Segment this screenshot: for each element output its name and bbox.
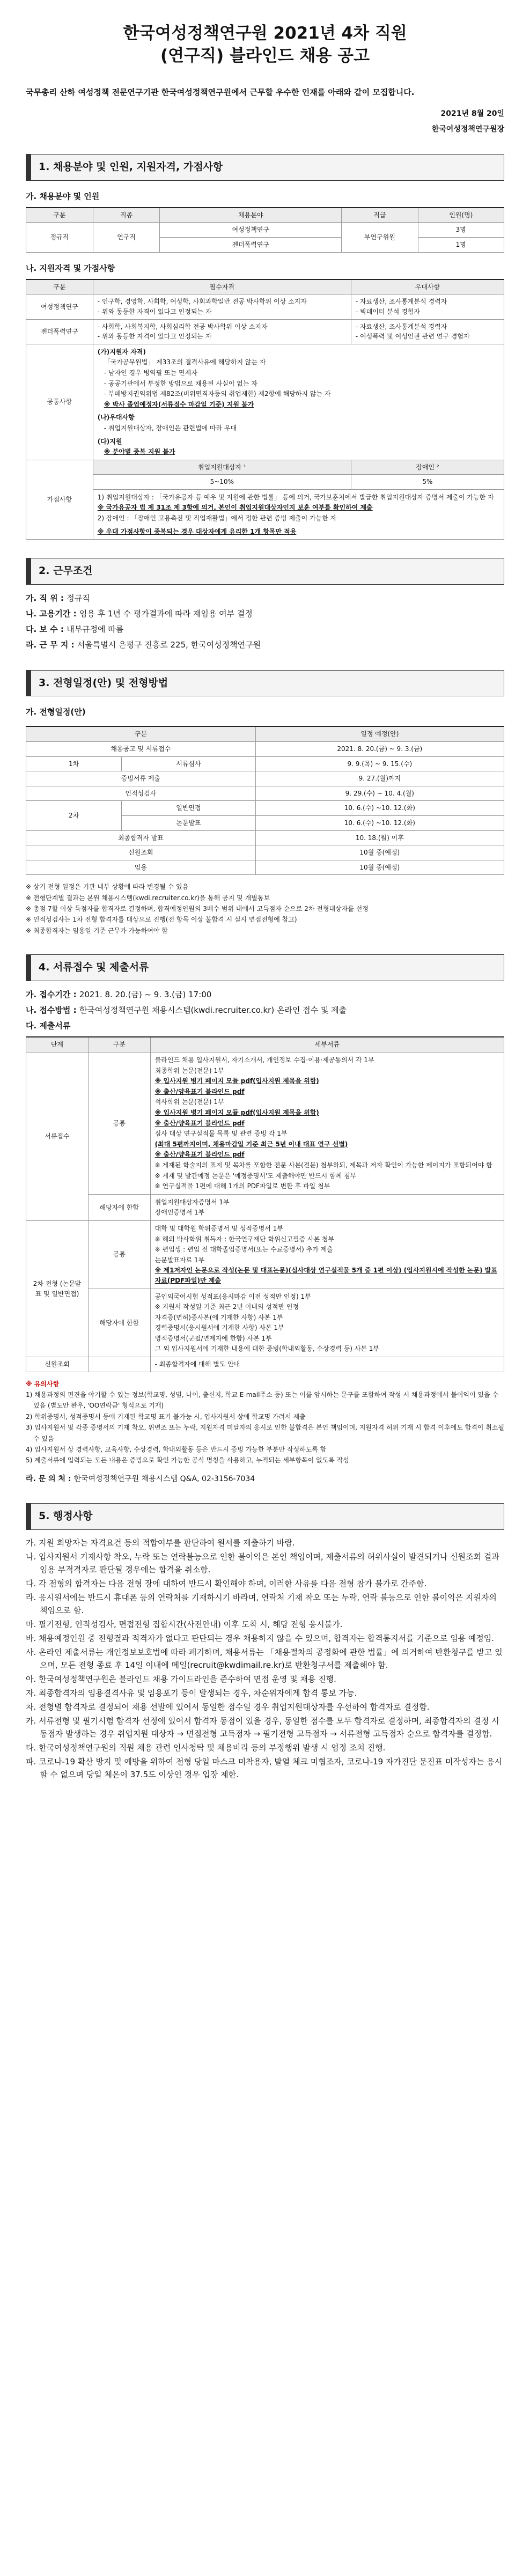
t1-field: 여성정책연구 bbox=[160, 223, 342, 238]
bonus-note: 2) 장애인 : 「장애인 고용촉진 및 직업재활법」에서 정한 관련 증빙 제출이 가능한 자 bbox=[97, 514, 337, 522]
docs-detail bbox=[150, 1220, 504, 1289]
schedule-stage: 채용공고 및 서류접수 bbox=[26, 741, 256, 756]
t1-header: 채용분야 bbox=[160, 208, 342, 223]
t2-row-label: 여성정책연구 bbox=[26, 295, 93, 319]
condition-key: 나. 고용기간 : bbox=[26, 608, 77, 619]
schedule-step: 일반면접 bbox=[122, 801, 255, 816]
doc-line: 최종학위 논문(전문) 1부 bbox=[154, 1066, 224, 1074]
doc-line: ※ 해외 박사학위 취득자 : 한국연구재단 학위신고필증 사본 첨부 bbox=[154, 1235, 335, 1243]
period-key: 가. 접수기간 : bbox=[26, 989, 77, 999]
docs-header: 구분 bbox=[88, 1037, 150, 1052]
schedule-header: 구분 bbox=[26, 726, 256, 741]
t1-grade: 부연구위원 bbox=[342, 223, 418, 252]
intro-text: 국무총리 산하 여성정책 전문연구기관 한국여성정책연구원에서 근무할 우수한 인재를 아래와 같이 모집합니다. bbox=[26, 87, 415, 97]
contact-value: 한국여성정책연구원 채용시스템 Q&A, 02-3156-7034 bbox=[73, 1474, 255, 1483]
section-2-heading: 2. 근무조건 bbox=[26, 558, 504, 584]
docs-detail: - 최종합격자에 대해 별도 안내 bbox=[150, 1357, 504, 1372]
doc-line: ※ 편입생 : 편입 전 대학졸업증명서(또는 수료증명서) 추가 제출 bbox=[154, 1246, 333, 1254]
doc-line: (최대 5편까지이며, 채용마감일 기준 최근 5년 이내 대표 연구 선별) bbox=[154, 1140, 348, 1148]
s3-sub-ga: 가. 전형일정(안) bbox=[26, 707, 86, 717]
condition-value: 내부규정에 따름 bbox=[67, 624, 124, 635]
pref-line: - 자료생산, 조사통계분석 경력자 bbox=[355, 298, 447, 306]
schedule-step: 증빙서류 제출 bbox=[26, 771, 256, 786]
contact-info bbox=[26, 1474, 504, 1485]
section-3-heading: 3. 전형일정(안) 및 전형방법 bbox=[26, 670, 504, 696]
docs-detail bbox=[150, 1289, 504, 1357]
document-note: 4) 입사지원서 상 경력사항, 교육사항, 수상경력, 학내외활동 등은 반드시 증빙 가능한 부분만 작성하도록 함 bbox=[26, 1446, 327, 1454]
admin-item: 라. 응시원서에는 반드시 휴대폰 등의 연락처를 기재하시기 바라며, 연락처 기재 착오 또는 누락, 연락 불능으로 인한 불이익은 지원자의 책임으로 함. bbox=[26, 1592, 497, 1615]
admin-item: 타. 한국여성정책연구원의 직원 채용 관련 인사청탁 및 채용비리 등의 부정행위 발생 시 엄정 조치 진행. bbox=[26, 1742, 386, 1753]
t1-header: 직종 bbox=[93, 208, 160, 223]
docs-type: 해당자에 한함 bbox=[88, 1289, 150, 1357]
contact-key: 라. 문 의 처 : bbox=[26, 1474, 71, 1483]
doc-line: 그 외 입사지원서에 기재한 내용에 대한 증빙(학내외활동, 수상경력 등) 사본 1부 bbox=[154, 1345, 379, 1353]
bonus-notes bbox=[93, 489, 504, 539]
t2-row-label: 젠더폭력연구 bbox=[26, 319, 93, 344]
schedule-step: 서류심사 bbox=[122, 756, 255, 771]
section-1-heading: 1. 채용분야 및 인원, 지원자격, 가점사항 bbox=[26, 154, 504, 180]
condition-item bbox=[26, 623, 504, 636]
schedule-note: ※ 전형단계별 결과는 본원 채용시스템(kwdi.recruiter.co.kr)을 통해 공지 및 개별통보 bbox=[26, 894, 270, 902]
condition-item bbox=[26, 608, 504, 620]
document-note: 5) 제출서류에 입력되는 모든 내용은 증빙으로 확인 가능한 공식 명칭을 사용하고, 누적되는 세부항목이 없도록 작성 bbox=[26, 1456, 349, 1464]
doc-line: 석사학위 논문(전문) 1부 bbox=[154, 1098, 224, 1106]
docs-detail bbox=[150, 1053, 504, 1195]
doc-line: 병적증명서(군필/면제자에 한함) 사본 1부 bbox=[154, 1334, 272, 1342]
condition-value: 서울특별시 은평구 진흥로 225, 한국여성정책연구원 bbox=[77, 640, 261, 650]
admin-item: 차. 전형별 합격자로 결정되어 채용 선발에 있어서 동일한 점수일 경우 취업지원대상자를 우선하여 합격자로 결정함. bbox=[26, 1702, 430, 1712]
recruitment-table bbox=[26, 207, 504, 253]
schedule-date: 10. 6.(수) ~10. 12.(화) bbox=[255, 815, 504, 830]
period-value: 2021. 8. 20.(금) ~ 9. 3.(금) 17:00 bbox=[79, 989, 212, 999]
doc-line: ※ 입사지원 병기 페이지 모듈 pdf(입사지원 제목을 위함) bbox=[154, 1109, 319, 1117]
common-line: - 공공기관에서 부정한 방법으로 채용된 사실이 없는 자 bbox=[104, 379, 257, 387]
doc-line: ※ 출산/양육표기 블라인드 pdf bbox=[154, 1151, 245, 1159]
document-note: 3) 입사지원서 및 각종 증명서의 기재 착오, 위변조 또는 누락, 지원자격 미달자의 응시로 인한 불합격은 본인 책임이며, 지원자격 허위 기재 시 합격 이후에도 합격이 취소될 수 있음 bbox=[26, 1424, 504, 1442]
application-method bbox=[26, 1004, 504, 1017]
pref-line: - 자료생산, 조사통계분석 경력자 bbox=[355, 322, 447, 330]
doc-line: 경력증명서(응시원서에 기재한 사항) 사본 1부 bbox=[154, 1324, 284, 1332]
t2-req bbox=[93, 295, 351, 319]
t2-pref bbox=[351, 295, 504, 319]
docs-stage: 신원조회 bbox=[26, 1357, 89, 1372]
condition-item bbox=[26, 592, 504, 605]
t1-group: 정규직 bbox=[26, 223, 93, 252]
condition-value: 임용 후 1년 수 평가결과에 따라 재임용 여부 결정 bbox=[79, 608, 253, 619]
documents-table bbox=[26, 1036, 504, 1372]
common-line: - 취업지원대상자, 장애인은 관련법에 따라 우대 bbox=[104, 424, 237, 432]
qualification-table bbox=[26, 279, 504, 540]
admin-item: 다. 각 전형의 합격자는 다음 전형 장에 대하여 반드시 확인해야 하며, 이러한 사유를 다음 전형 참가 불가로 간주함. bbox=[26, 1578, 427, 1588]
req-line: - 사회학, 사회복지학, 사회심리학 전공 박사학위 이상 소지자 bbox=[97, 322, 268, 330]
schedule-date: 9. 29.(수) ~ 10. 4.(월) bbox=[255, 786, 504, 801]
condition-key: 라. 근 무 지 : bbox=[26, 640, 75, 650]
req-line: - 위와 동등한 자격이 있다고 인정되는 자 bbox=[97, 307, 212, 315]
doc-line: 논문발표자료 1부 bbox=[154, 1256, 205, 1264]
method-key: 나. 접수방법 : bbox=[26, 1005, 77, 1015]
doc-line: ※ 게재된 학술지의 표지 및 목차를 포함한 전문 사본(전문) 첨부하되, 제목과 저자 확인이 가능한 페이지가 포함되어야 함 bbox=[154, 1161, 492, 1169]
condition-key: 다. 보 수 : bbox=[26, 624, 64, 635]
t2-common-label: 공통사항 bbox=[26, 344, 93, 460]
doc-line: 공인외국어시험 성적표(응시마감 이전 성적만 인정) 1부 bbox=[154, 1292, 311, 1300]
schedule-date: 10월 중(예정) bbox=[255, 845, 504, 860]
schedule-stage: 2차 bbox=[26, 801, 122, 830]
doc-line: 대학 및 대학원 학위증명서 및 성적증명서 1부 bbox=[154, 1224, 283, 1232]
document-notes bbox=[26, 1379, 504, 1466]
common-line: 「국가공무원법」 제33조의 결격사유에 해당하지 않는 자 bbox=[104, 358, 266, 366]
schedule-note: ※ 인적성검사는 1차 전형 합격자를 대상으로 진행(전 항목 이상 불합격 시 실시 면접전형에 참고) bbox=[26, 916, 297, 924]
docs-detail bbox=[150, 1194, 504, 1220]
document-note: 1) 채용과정의 편견을 야기할 수 있는 정보(학교명, 성별, 나이, 출신지, 학교 E-mail주소 등) 또는 이를 암시하는 문구를 포함하여 작성 시 채용과정에서 불이익이 있을 수 있음 (별도안 완우, 'OO연락금' 형식으로 기재) bbox=[26, 1391, 499, 1410]
admin-item: 아. 한국여성정책연구원은 블라인드 채용 가이드라인을 준수하여 면접 운영 및 채용 진행. bbox=[26, 1674, 336, 1684]
schedule-date: 2021. 8. 20.(금) ~ 9. 3.(금) bbox=[255, 741, 504, 756]
bonus-header: 취업지원대상자 ¹ bbox=[93, 460, 351, 475]
docs-stage: 서류접수 bbox=[26, 1053, 89, 1221]
working-conditions bbox=[26, 592, 504, 652]
application-period bbox=[26, 989, 504, 1001]
schedule-note: ※ 상기 전형 일정은 기관 내부 상황에 따라 변경될 수 있음 bbox=[26, 883, 189, 891]
admin-item: 사. 온라인 제출서류는 개인정보보호법에 따라 폐기하며, 채용서류는 「채용절차의 공정화에 관한 법률」에 의거하여 반환청구를 받고 있으며, 모든 전형 종료 후 14일 이내에 메일(recruit@kwdimail.re.kr)로 반환청구서를 제출해야 함. bbox=[26, 1647, 503, 1670]
docs-header: 단계 bbox=[26, 1037, 89, 1052]
admin-item: 파. 코로나-19 확산 방지 및 예방을 위하여 전형 당일 마스크 미착용자, 발열 체크 미협조자, 코로나-19 자가진단 문진표 미작성자는 응시할 수 없으며 당일 체온이 37.5도 이상인 경우 입장 제한. bbox=[26, 1756, 503, 1779]
doc-line: ※ 제1저자인 논문으로 작성(논문 및 대표논문)(심사대상 연구실적물 5개 중 1편 이상) (입사지원시에 작성한 논문) 발표자료(PDF파일)만 제출 bbox=[154, 1267, 497, 1284]
admin-notes bbox=[26, 1536, 504, 1781]
t1-header: 인원(명) bbox=[418, 208, 504, 223]
docs-type: 공통 bbox=[88, 1053, 150, 1195]
t1-count: 1명 bbox=[418, 237, 504, 252]
req-line: - 위와 동등한 자격이 있다고 인정되는 자 bbox=[97, 333, 212, 341]
document-title bbox=[26, 23, 504, 68]
bonus-value: 5~10% bbox=[93, 475, 351, 490]
bonus-note: 1) 취업지원대상자 : 「국가유공자 등 예우 및 지원에 관한 법률」 등에 의거, 국가보훈처에서 발급한 취업지원대상자 증명서 제출이 가능한 자 bbox=[97, 493, 494, 501]
doc-line: ※ 출산/양육표기 블라인드 pdf bbox=[154, 1087, 245, 1095]
t1-header: 직급 bbox=[342, 208, 418, 223]
admin-item: 자. 최종합격자의 임용결격사유 및 임용포기 등이 발생되는 경우, 차순위자에게 합격 통보 가능. bbox=[26, 1688, 357, 1698]
title-line-1: 한국여성정책연구원 2021년 4차 직원 bbox=[123, 24, 407, 43]
schedule-stage: 신원조회 bbox=[26, 845, 256, 860]
schedule-header: 일정 예정(안) bbox=[255, 726, 504, 741]
t2-header: 필수자격 bbox=[93, 279, 351, 295]
condition-key: 가. 직 위 : bbox=[26, 593, 64, 603]
s1-sub-na: 나. 지원자격 및 가점사항 bbox=[26, 263, 115, 273]
s1-sub-ga: 가. 채용분야 및 인원 bbox=[26, 191, 100, 201]
common-heading: (가)지원자 자격) bbox=[97, 348, 146, 356]
doc-line: 취업지원대상자증명서 1부 bbox=[154, 1198, 230, 1206]
admin-item: 바. 채용예정인원 중 전형결과 적격자가 없다고 판단되는 경우 채용하지 않을 수 있으며, 합격자는 합격통지서를 기준으로 임용 예정임. bbox=[26, 1633, 495, 1643]
title-line-2: (연구직) 블라인드 채용 공고 bbox=[160, 46, 370, 65]
doc-line: ※ 출산/양육표기 블라인드 pdf bbox=[154, 1119, 245, 1127]
bonus-value: 5% bbox=[351, 475, 504, 490]
pref-line: - 빅데이터 분석 경험자 bbox=[355, 307, 420, 315]
common-line: - 부패방지권익위법 제82조(비위면직자등의 취업제한) 제2항에 해당하지 않는 자 bbox=[104, 390, 331, 398]
doc-line: ※ 게재 및 발간예정 논문은 '예정증명서'도 제출해야만 반드시 함께 첨부 bbox=[154, 1172, 357, 1180]
bonus-header: 장애인 ² bbox=[351, 460, 504, 475]
doc-line: 블라인드 채용 입사지원서, 자기소개서, 개인정보 수집·이용·제공동의서 각 1부 bbox=[154, 1056, 374, 1064]
docs-type: 해당자에 한함 bbox=[88, 1194, 150, 1220]
section-5-heading: 5. 행정사항 bbox=[26, 1503, 504, 1529]
documents-heading: 다. 제출서류 bbox=[26, 1021, 71, 1031]
schedule-step: 인적성검사 bbox=[26, 786, 256, 801]
t2-bonus-label: 가점사항 bbox=[26, 460, 93, 540]
posting-date: 2021년 8월 20일 bbox=[440, 109, 504, 118]
schedule-notes bbox=[26, 881, 504, 936]
doc-line: ※ 지원서 작성일 기준 최근 2년 이내의 성적만 인정 bbox=[154, 1303, 299, 1311]
pref-line: - 여성폭력 및 여성인권 관련 연구 경험자 bbox=[355, 333, 470, 341]
t2-pref bbox=[351, 319, 504, 344]
schedule-stage: 1차 bbox=[26, 756, 122, 771]
t1-job: 연구직 bbox=[93, 223, 160, 252]
admin-item: 카. 서류전형 및 필기시험 합격자 선정에 있어서 합격자 동점이 있을 경우, 동일한 점수를 모두 합격자로 결정하며, 최종합격자의 결정 시 동점자 발생하는 경우 취업지원 대상자 → 면접전형 고득점자 → 필기전형 고득점자 → 서류전형 고득점자 순으로 합격자를 결정함. bbox=[26, 1716, 499, 1739]
document-note: 2) 학위증명서, 성적증명서 등에 기재된 학교명 표기 불가능 시, 입사지원서 상에 학교명 가려서 제출 bbox=[26, 1412, 306, 1421]
doc-line: 장애인증명서 1부 bbox=[154, 1209, 205, 1217]
t2-req bbox=[93, 319, 351, 344]
common-heading: (다)지원 bbox=[97, 437, 122, 445]
t1-count: 3명 bbox=[418, 223, 504, 238]
schedule-date: 10월 중(예정) bbox=[255, 860, 504, 875]
common-line: - 남자인 경우 병역필 또는 면제자 bbox=[104, 369, 197, 377]
t2-common bbox=[93, 344, 504, 460]
bonus-note: ※ 우대 가점사항이 중복되는 경우 대상자에게 유리한 1개 항목만 적용 bbox=[97, 527, 297, 535]
docs-stage: 2차 전형 (논문발표 및 일반면접) bbox=[26, 1220, 89, 1357]
schedule-date: 9. 9.(목) ~ 9. 15.(수) bbox=[255, 756, 504, 771]
schedule-date: 10. 6.(수) ~10. 12.(화) bbox=[255, 801, 504, 816]
method-value: 한국여성정책연구원 채용시스템(kwdi.recruiter.co.kr) 온라인 접수 및 제출 bbox=[79, 1005, 347, 1015]
doc-line: 심사 대상 연구실적물 목록 및 관련 증빙 각 1부 bbox=[154, 1130, 288, 1138]
condition-item bbox=[26, 639, 504, 651]
condition-value: 정규직 bbox=[67, 593, 90, 603]
docs-header: 세부서류 bbox=[150, 1037, 504, 1052]
doc-line: ※ 연구실적물 1편에 대해 1개의 PDF파일로 변환 후 파일 첨부 bbox=[154, 1182, 330, 1190]
schedule-date: 10. 18.(월) 이후 bbox=[255, 830, 504, 845]
common-note: ※ 분야별 중복 지원 불가 bbox=[104, 448, 175, 456]
schedule-table bbox=[26, 726, 504, 875]
schedule-note: ※ 최종합격자는 임용일 기준 근무가 가능하여야 함 bbox=[26, 926, 168, 934]
doc-line: ※ 입사지원 병기 페이지 모듈 pdf(입사지원 제목을 위함) bbox=[154, 1077, 319, 1085]
req-line: - 인구학, 경영학, 사회학, 여성학, 사회과학일반 전공 박사학위 이상 소지자 bbox=[97, 298, 307, 306]
t2-header: 구분 bbox=[26, 279, 93, 295]
admin-item: 가. 지원 희망자는 자격요건 등의 적합여부를 판단하여 원서를 제출하기 바람. bbox=[26, 1537, 295, 1548]
organization-signature: 한국여성정책연구원장 bbox=[431, 125, 504, 134]
docs-type bbox=[88, 1357, 150, 1372]
t2-header: 우대사항 bbox=[351, 279, 504, 295]
common-note: ※ 박사 졸업예정자(서류접수 마감일 기준) 지원 불가 bbox=[104, 400, 254, 408]
schedule-stage: 임용 bbox=[26, 860, 256, 875]
notes-title: ※ 유의사항 bbox=[26, 1380, 60, 1388]
schedule-step: 논문발표 bbox=[122, 815, 255, 830]
admin-item: 나. 입사지원서 기재사항 착오, 누락 또는 연락불능으로 인한 불이익은 본인 책임이며, 제출서류의 허위사실이 발견되거나 신원조회 결과 임용 부적격자로 판단될 경우에는 합격을 취소함. bbox=[26, 1551, 499, 1574]
bonus-note: ※ 국가유공자 법 제 31조 제 3항에 의거, 본인이 취업지원대상자인지 보훈 여부를 확인하여 제출 bbox=[97, 504, 373, 512]
t1-header: 구분 bbox=[26, 208, 93, 223]
schedule-note: ※ 총점 7할 이상 득점자를 합격자로 결정하며, 합격예정인원의 3배수 범위 내에서 고득점자 순으로 2차 전형대상자를 선정 bbox=[26, 905, 369, 913]
schedule-date: 9. 27.(월)까지 bbox=[255, 771, 504, 786]
common-heading: (나)우대사항 bbox=[97, 414, 135, 422]
docs-type: 공통 bbox=[88, 1220, 150, 1289]
admin-item: 마. 필기전형, 인적성검사, 면접전형 집합시간(사전안내) 이후 도착 시, 해당 전형 응시불가. bbox=[26, 1619, 343, 1629]
doc-line: 자격증(면허)증사본(에 기재한 사항) 사본 1부 bbox=[154, 1313, 283, 1321]
section-4-heading: 4. 서류접수 및 제출서류 bbox=[26, 954, 504, 981]
schedule-stage: 최종합격자 발표 bbox=[26, 830, 256, 845]
t1-field: 젠더폭력연구 bbox=[160, 237, 342, 252]
